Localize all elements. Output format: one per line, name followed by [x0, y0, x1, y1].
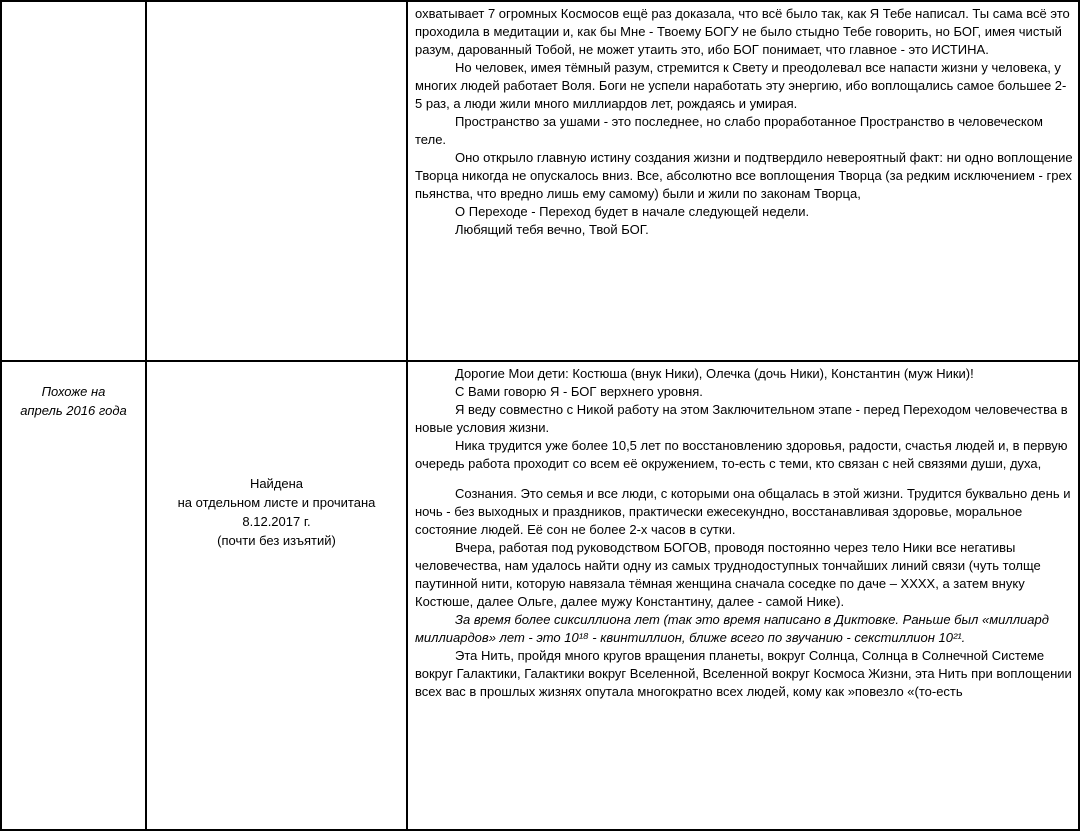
cell-r2-dictation-text	[407, 361, 1079, 830]
table-row-bottom	[1, 361, 1079, 830]
cell-r1-source-column	[146, 1, 407, 361]
empty-date-cell	[2, 2, 145, 268]
paragraph: О Переходе - Переход будет в начале следующей недели.	[455, 204, 810, 219]
found-note	[147, 362, 406, 829]
cell-r2-source-column	[146, 361, 407, 830]
paragraph: Пространство за ушами - это последнее, но слабо проработанное Пространство в человеческом теле.	[415, 114, 1043, 147]
text-line: Похоже на	[41, 384, 106, 399]
cell-r2-date-column	[1, 361, 146, 830]
dictation-text-block-2	[408, 362, 1078, 720]
text-line: апрель 2016 года	[20, 403, 127, 418]
paragraph: За время более сиксиллиона лет (так это время написано в Диктовке. Раньше был «миллиард миллиардов» лет - это 10¹⁸ - квинтиллион, ближе всего по звучанию - секстиллион 10²¹.	[415, 612, 1049, 645]
paragraph: Оно открыло главную истину создания жизни и подтвердило невероятный факт: ни одно воплощение Творца никогда не опускалось вниз. Все, абсолютно все воплощения Творца (за редким исключением - грех пьянства, что вредно лишь ему самому) были и жили по законам Творца,	[415, 150, 1073, 201]
paragraph: Я веду совместно с Никой работу на этом Заключительном этапе - перед Переходом человечества в новые условия жизни.	[415, 402, 1068, 435]
paragraph: Дорогие Мои дети: Костюша (внук Ники), Олечка (дочь Ники), Константин (муж Ники)!	[455, 366, 974, 381]
text-line: 8.12.2017 г.	[242, 514, 311, 529]
date-note	[2, 362, 145, 737]
paragraph: Вчера, работая под руководством БОГОВ, проводя постоянно через тело Ники все негативы человечества, нам удалось найти одну из самых труднодоступных тончайших линий связи (чуть толще паутинной нити, которую навязала тёмная женщина сначала соседке по даче – ХХХХ, а затем внуку Костюше, далее Ольге, далее мужу Константину, далее - самой Нике).	[415, 540, 1041, 609]
paragraph: Но человек, имея тёмный разум, стремится к Свету и преодолевал все напасти жизни у человека, у многих людей работает Воля. Боги не успели наработать эту энергию, ибо воплощались самое большее 2-5 раз, а люди жили много миллиардов лет, рождаясь и умирая.	[415, 60, 1067, 111]
cell-r1-dictation-text	[407, 1, 1079, 361]
text-line: Найдена	[249, 476, 304, 491]
paragraph: охватывает 7 огромных Космосов ещё раз доказала, что всё было так, как Я Тебе написал. Ты сама всё это проходила в медитации и, как бы Мне - Твоему БОГУ не было стыдно Тебе говорить, но БОГ, имея чистый разум, дарованный Тобой, не может утаить это, ибо БОГ понимает, что главное - это ИСТИНА.	[415, 6, 1070, 57]
cell-r1-date-column	[1, 1, 146, 361]
paragraph: Ника трудится уже более 10,5 лет по восстановлению здоровья, радости, счастья людей и, в первую очередь работа проходит со всем её окружением, то-есть с теми, кто связан с ней связями души, духа,	[415, 438, 1068, 471]
empty-source-cell	[147, 2, 406, 360]
text-line: (почти без изъятий)	[217, 533, 336, 548]
text-line: на отдельном листе и прочитана	[177, 495, 376, 510]
table-row-top	[1, 1, 1079, 361]
paragraph: Эта Нить, пройдя много кругов вращения планеты, вокруг Солнца, Солнца в Солнечной Системе вокруг Галактики, Галактики вокруг Вселенной, Вселенной вокруг Космоса Жизни, эта Нить при воплощении всех вас в прошлых жизнях опутала многократно всех людей, кому как »повезло «(то-есть	[415, 648, 1072, 699]
paragraph: Любящий тебя вечно, Твой БОГ.	[455, 222, 649, 237]
paragraph: Сознания. Это семья и все люди, с которыми она общалась в этой жизни. Трудится буквально день и ночь - без выходных и праздников, практически ежесекундно, восстанавливая здоровье, моральное состояние людей. Её сон не более 2-х часов в сутки.	[415, 486, 1071, 537]
paragraph: С Вами говорю Я - БОГ верхнего уровня.	[455, 384, 703, 399]
dictation-text-block-1	[408, 2, 1078, 251]
